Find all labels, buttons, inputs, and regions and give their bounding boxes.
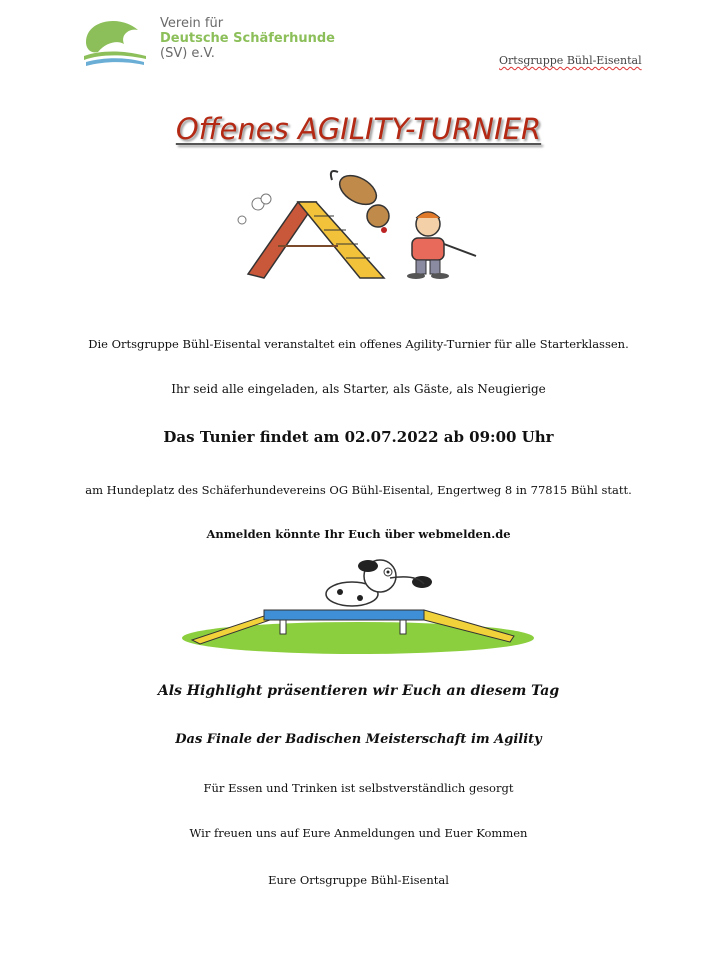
highlight-text: Als Highlight präsentieren wir Euch an diesem Tag bbox=[157, 683, 560, 699]
signature-text: Eure Ortsgruppe Bühl-Eisental bbox=[268, 873, 449, 887]
invitation-text: Ihr seid alle eingeladen, als Starter, als Gäste, als Neugierige bbox=[171, 382, 546, 396]
event-date-text: Das Tunier findet am 02.07.2022 ab 09:00 Uhr bbox=[163, 428, 554, 446]
venue-text: am Hundeplatz des Schäferhundevereins OG Bühl-Eisental, Engertweg 8 in 77815 Bühl statt. bbox=[85, 483, 632, 497]
finale-text: Das Finale der Badischen Meisterschaft im Agility bbox=[175, 732, 542, 747]
logo-line-1: Verein für bbox=[160, 16, 224, 31]
logo-line-3: (SV) e.V. bbox=[160, 46, 215, 61]
logo-text bbox=[160, 16, 335, 61]
page-title: Offenes AGILITY-TURNIER bbox=[175, 112, 542, 146]
shepherd-dog-logo-icon bbox=[80, 12, 152, 68]
intro-text: Die Ortsgruppe Bühl-Eisental veranstaltet ein offenes Agility-Turnier für alle Starterklassen. bbox=[88, 337, 629, 351]
registration-text: Anmelden könnte Ihr Euch über webmelden.de bbox=[206, 527, 511, 541]
dogwalk-dog-illustration-icon bbox=[180, 556, 536, 656]
logo-line-2: Deutsche Schäferhunde bbox=[160, 31, 335, 46]
closing-text: Wir freuen uns auf Eure Anmeldungen und Euer Kommen bbox=[189, 826, 528, 840]
catering-text: Für Essen und Trinken ist selbstverständlich gesorgt bbox=[203, 781, 514, 795]
header-group-name: Ortsgruppe Bühl-Eisental bbox=[499, 54, 642, 67]
sv-logo bbox=[80, 12, 350, 68]
agility-dog-illustration-icon bbox=[228, 166, 488, 284]
